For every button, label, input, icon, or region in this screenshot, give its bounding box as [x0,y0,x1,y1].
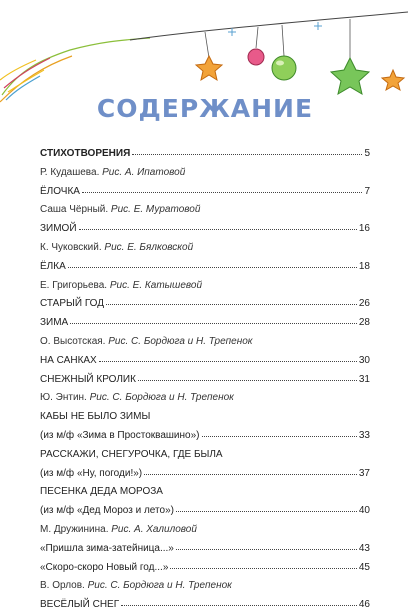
toc-page-number: 16 [358,223,370,235]
toc-page-number: 37 [358,467,370,479]
illustrator-credit: Рис. С. Бордюга и Н. Трепенок [89,392,234,404]
toc-entry-title: СТИХОТВОРЕНИЯ [40,148,131,159]
dot-leader [170,568,356,569]
toc-entry-title: ЗИМОЙ [40,223,77,235]
toc-entry-title: ЗИМА [40,317,69,329]
toc-author-line [40,201,370,220]
ball-ornament-icon [272,56,296,80]
toc-page-number: 30 [358,354,370,366]
illustrator-credit: Рис. А. Халиловой [111,523,197,535]
dot-leader [132,154,362,155]
author-name: Е. Григорьева. [40,279,108,291]
dot-leader [82,192,362,193]
author-name: М. Дружинина. [40,523,109,535]
toc-entry [40,220,370,239]
toc-entry-title: ПЕСЕНКА ДЕДА МОРОЗА [40,486,163,498]
dot-leader [121,605,357,606]
toc-entry [40,352,370,371]
dot-leader [176,549,357,550]
toc-page-number: 5 [364,148,370,159]
toc-entry-title: НА САНКАХ [40,354,97,366]
author-name: Ю. Энтин. [40,392,87,404]
toc-entry [40,258,370,277]
illustrator-credit: Рис. Е. Бялковской [104,241,194,253]
illustrator-credit: Рис. С. Бордюга и Н. Трепенок [108,335,253,347]
toc-page-number: 45 [358,561,370,573]
toc-plain-line [40,446,370,465]
toc-entry [40,540,370,559]
dot-leader [70,323,357,324]
toc-author-line [40,277,370,296]
illustrator-credit: Рис. Е. Катышевой [109,279,203,291]
toc-entry-title: (из м/ф «Зима в Простоквашино») [40,429,200,441]
ball-ornament-icon [248,49,264,65]
table-of-contents [40,145,370,615]
toc-entry [40,427,370,446]
toc-entry [40,183,370,202]
illustrator-credit: Рис. С. Бордюга и Н. Трепенок [87,580,232,592]
page-title: СОДЕРЖАНИЕ [96,94,314,123]
scribble-decoration [0,38,150,102]
dot-leader [176,511,357,512]
toc-entry [40,371,370,390]
toc-author-line [40,521,370,540]
author-name: О. Высотская. [40,335,106,347]
dot-leader [202,436,357,437]
toc-entry [40,314,370,333]
toc-plain-line [40,408,370,427]
toc-entry-title: ЁЛОЧКА [40,185,80,197]
toc-page-number: 33 [358,429,370,441]
toc-entry-title: (из м/ф «Ну, погоди!») [40,467,143,479]
dot-leader [68,267,357,268]
toc-entry-title: КАБЫ НЕ БЫЛО ЗИМЫ [40,411,151,423]
toc-author-line [40,164,370,183]
author-name: Саша Чёрный. [40,204,109,216]
toc-plain-line [40,483,370,502]
toc-page-number: 18 [358,260,370,272]
star-ornament-icon [196,56,222,80]
toc-author-line [40,239,370,258]
author-name: Р. Кудашева. [40,166,100,178]
toc-entry [40,295,370,314]
dot-leader [99,361,357,362]
toc-author-line [40,389,370,408]
star-ornament-icon [382,70,404,90]
toc-entry-title: «Пришла зима-затейница...» [40,542,174,554]
toc-entry [40,145,370,164]
toc-entry [40,465,370,484]
author-name: В. Орлов. [40,580,85,592]
toc-entry [40,502,370,521]
toc-entry-title: ВЕСЁЛЫЙ СНЕГ [40,599,120,611]
toc-entry-title: СТАРЫЙ ГОД [40,298,105,310]
illustrator-credit: Рис. А. Ипатовой [102,166,186,178]
toc-entry-title: «Скоро-скоро Новый год...» [40,561,169,573]
dot-leader [144,474,357,475]
toc-entry-title: СНЕЖНЫЙ КРОЛИК [40,373,136,385]
author-name: К. Чуковский. [40,241,102,253]
toc-author-line [40,333,370,352]
dot-leader [106,304,357,305]
dot-leader [79,229,357,230]
toc-entry [40,559,370,578]
garland-string [130,12,408,40]
toc-page-number: 28 [358,317,370,329]
toc-entry-title: РАССКАЖИ, СНЕГУРОЧКА, ГДЕ БЫЛА [40,448,223,460]
toc-page-number: 31 [358,373,370,385]
toc-page-number: 40 [358,505,370,517]
toc-author-line [40,577,370,596]
illustrator-credit: Рис. Е. Муратовой [110,204,201,216]
star-ornament-icon [331,58,369,94]
toc-page-number: 46 [358,599,370,611]
toc-entry-title: (из м/ф «Дед Мороз и лето») [40,505,174,517]
toc-page-number: 43 [358,542,370,554]
toc-entry [40,596,370,615]
toc-page-number: 7 [364,185,370,197]
dot-leader [138,380,357,381]
toc-entry-title: ЁЛКА [40,260,66,272]
toc-page-number: 26 [358,298,370,310]
